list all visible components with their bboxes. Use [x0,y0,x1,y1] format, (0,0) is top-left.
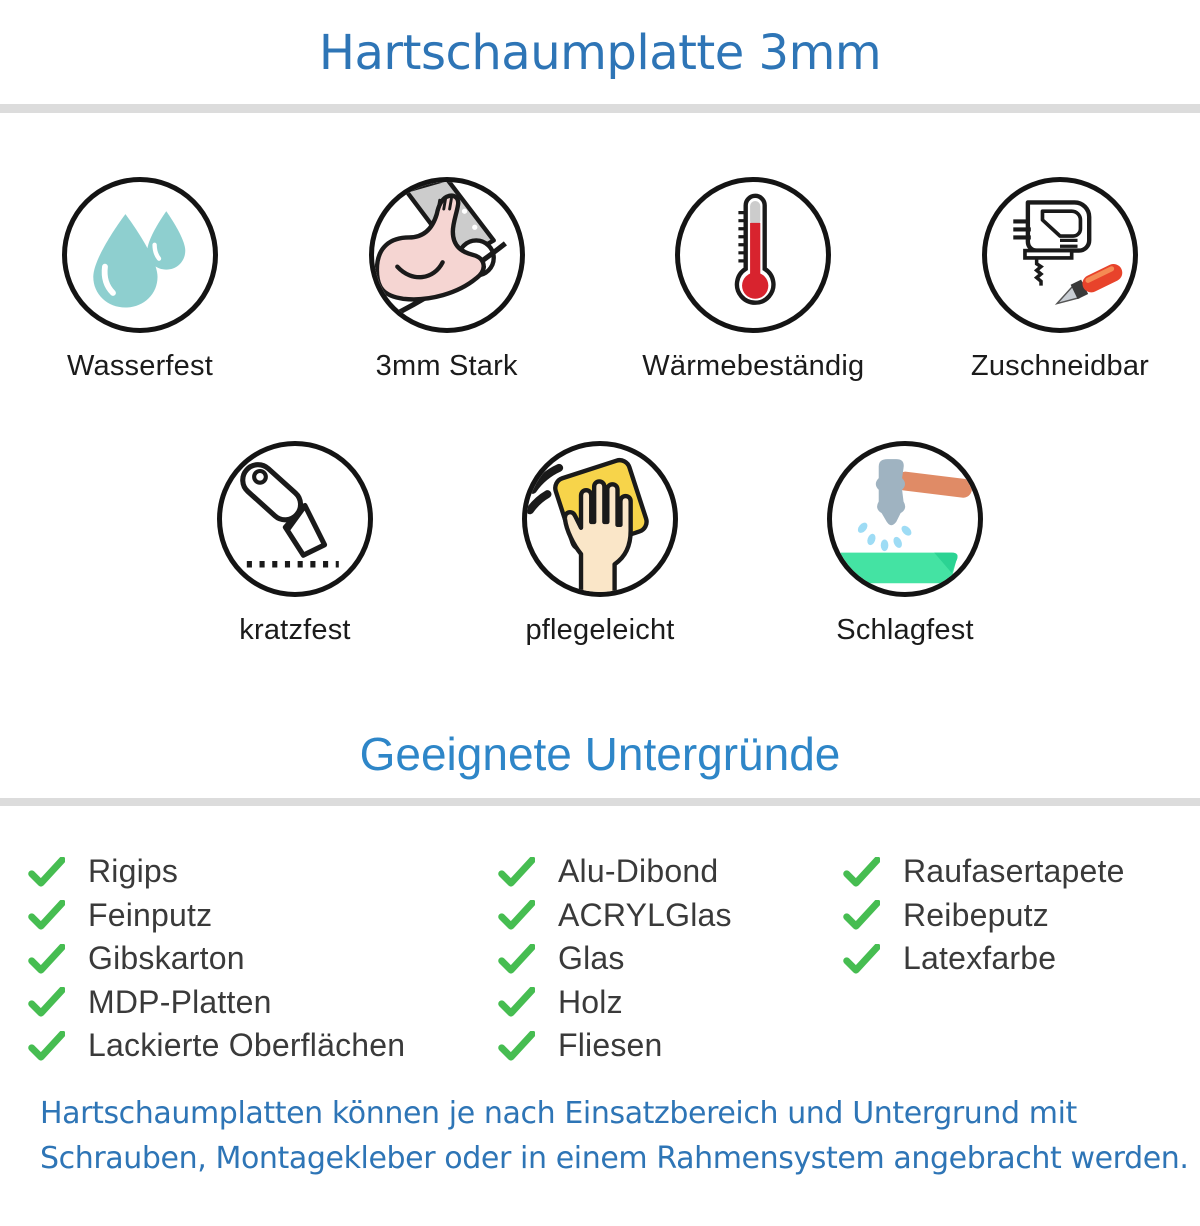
check-icon [843,944,880,974]
list-item [28,937,498,981]
check-icon [498,944,535,974]
mounting-note-line2: Schrauben, Montagekleber oder in einem Rahmensystem angebracht werden. [40,1141,1189,1177]
feature-circle [217,441,373,597]
check-icon [28,944,65,974]
feature-wasserfest [25,177,255,383]
substrate-label: Reibeputz [903,896,1049,933]
substrates-column-1 [28,850,498,1068]
feature-circle [369,177,525,333]
feature-waermebestaendig [638,177,868,383]
feature-circle [522,441,678,597]
feature-zuschneidbar [945,177,1175,383]
check-icon [498,900,535,930]
feature-label: 3mm Stark [375,350,518,383]
check-icon [843,900,880,930]
jigsaw-cutter-icon [987,182,1133,328]
feature-circle [982,177,1138,333]
list-item [498,980,843,1024]
list-item [28,850,498,894]
substrate-label: ACRYLGlas [558,896,732,933]
list-item [28,893,498,937]
substrate-label: Gibskarton [88,940,245,977]
feature-circle [62,177,218,333]
substrates-list [28,850,1200,1068]
check-icon [498,857,535,887]
check-icon [28,1031,65,1061]
substrates-column-3 [843,850,1200,1068]
feature-label: kratzfest [239,614,351,647]
list-item [498,1024,843,1068]
feature-circle [675,177,831,333]
check-icon [28,900,65,930]
check-icon [498,1031,535,1061]
feature-label: Wasserfest [67,350,213,383]
list-item [843,850,1200,894]
divider-middle [0,798,1200,806]
divider-top [0,104,1200,113]
substrate-label: Fliesen [558,1027,663,1064]
hammer-impact-icon [832,446,978,592]
substrate-label: Latexfarbe [903,940,1057,977]
feature-pflegeleicht [470,441,730,647]
section-title: Geeignete Untergründe [359,728,841,781]
check-icon [28,987,65,1017]
muscle-arm-rolled-sheet-icon [374,182,520,328]
hand-cloth-icon [527,446,673,592]
mounting-note-line1: Hartschaumplatten können je nach Einsatzbereich und Untergrund mit [40,1096,1077,1132]
list-item [498,850,843,894]
feature-label: Zuschneidbar [970,350,1150,383]
page-title: Hartschaumplatte 3mm [318,25,882,81]
thermometer-icon [680,182,826,328]
product-infographic [0,26,1200,1226]
substrate-label: Glas [558,940,625,977]
feature-circle [827,441,983,597]
list-item [498,893,843,937]
feature-label: pflegeleicht [525,614,675,647]
list-item [843,937,1200,981]
substrate-label: Raufasertapete [903,853,1125,890]
features-row-2 [0,441,1200,647]
substrate-label: Lackierte Oberflächen [88,1027,406,1064]
water-drops-icon [67,182,213,328]
mounting-note [40,1091,1200,1181]
features-row-1 [0,177,1200,383]
list-item [498,937,843,981]
feature-kratzfest [165,441,425,647]
feature-label: Schlagfest [836,614,974,647]
utility-knife-icon [222,446,368,592]
substrates-column-2 [498,850,843,1068]
list-item [843,893,1200,937]
substrate-label: Feinputz [88,896,213,933]
feature-3mm-stark [332,177,562,383]
check-icon [498,987,535,1017]
check-icon [28,857,65,887]
feature-label: Wärmebeständig [642,350,865,383]
list-item [28,980,498,1024]
check-icon [843,857,880,887]
substrate-label: Rigips [88,853,179,890]
substrate-label: Alu-Dibond [558,853,719,890]
feature-schlagfest [775,441,1035,647]
list-item [28,1024,498,1068]
substrate-label: Holz [558,983,623,1020]
substrate-label: MDP-Platten [88,983,272,1020]
